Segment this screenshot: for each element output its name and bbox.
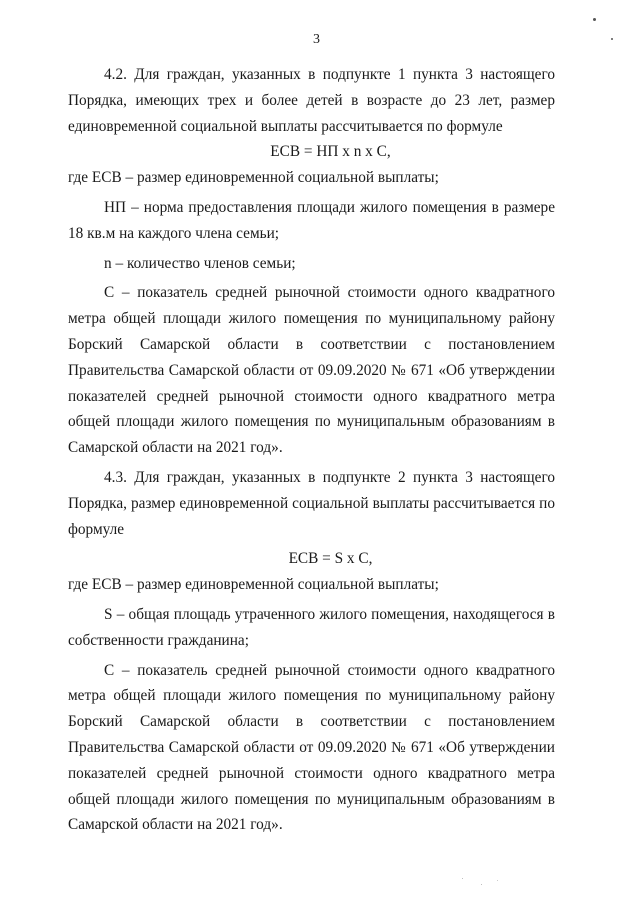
scan-speck bbox=[462, 878, 463, 879]
page-number: 3 bbox=[313, 32, 320, 47]
document-body bbox=[68, 62, 555, 838]
section-4-3-s-definition: S – общая площадь утраченного жилого помещения, находящегося в собственности гражданина; bbox=[68, 605, 555, 649]
section-4-2-intro: 4.2. Для граждан, указанных в подпункте 1 пункта 3 настоящего Порядка, имеющих трех и более детей в возрасте до 23 лет, размер единовременной социальной выплаты рассчитывается по формуле bbox=[68, 66, 555, 135]
section-4-3-where: где ЕСВ – размер единовременной социальной выплаты; bbox=[68, 576, 439, 594]
section-4-2-n-definition: n – количество членов семьи; bbox=[104, 254, 296, 272]
scan-speck bbox=[481, 884, 482, 885]
section-4-2-c-definition: С – показатель средней рыночной стоимости одного квадратного метра общей площади жилого помещения по муниципальному району Борский Самарской области в соответствии с постановлением Правительства Самарской области от 09.09.2020 № 671 «Об утверждении показателей средней рыночной стоимости одного квадратного метра общей площади жилого помещения по муниципальным образованиям в Самарской области на 2021 год». bbox=[68, 284, 555, 457]
section-4-2-np-definition: НП – норма предоставления площади жилого помещения в размере 18 кв.м на каждого члена семьи; bbox=[68, 198, 555, 242]
section-4-3-c-definition: С – показатель средней рыночной стоимости одного квадратного метра общей площади жилого помещения по муниципальному району Борский Самарской области в соответствии с постановлением Правительства Самарской области от 09.09.2020 № 671 «Об утверждении показателей средней рыночной стоимости одного квадратного метра общей площади жилого помещения по муниципальным образованиям в Самарской области на 2021 год». bbox=[68, 661, 555, 834]
scan-speck bbox=[611, 38, 613, 40]
scan-speck bbox=[593, 18, 596, 21]
section-4-3-formula: ЕСВ = S x С, bbox=[288, 550, 373, 568]
section-4-2-where: где ЕСВ – размер единовременной социальной выплаты; bbox=[68, 169, 439, 187]
section-4-3-intro: 4.3. Для граждан, указанных в подпункте 2 пункта 3 настоящего Порядка, размер единовременной социальной выплаты рассчитывается по формуле bbox=[68, 468, 555, 538]
section-4-2-formula: ЕСВ = НП x n x С, bbox=[270, 143, 391, 161]
scan-speck bbox=[497, 880, 498, 881]
